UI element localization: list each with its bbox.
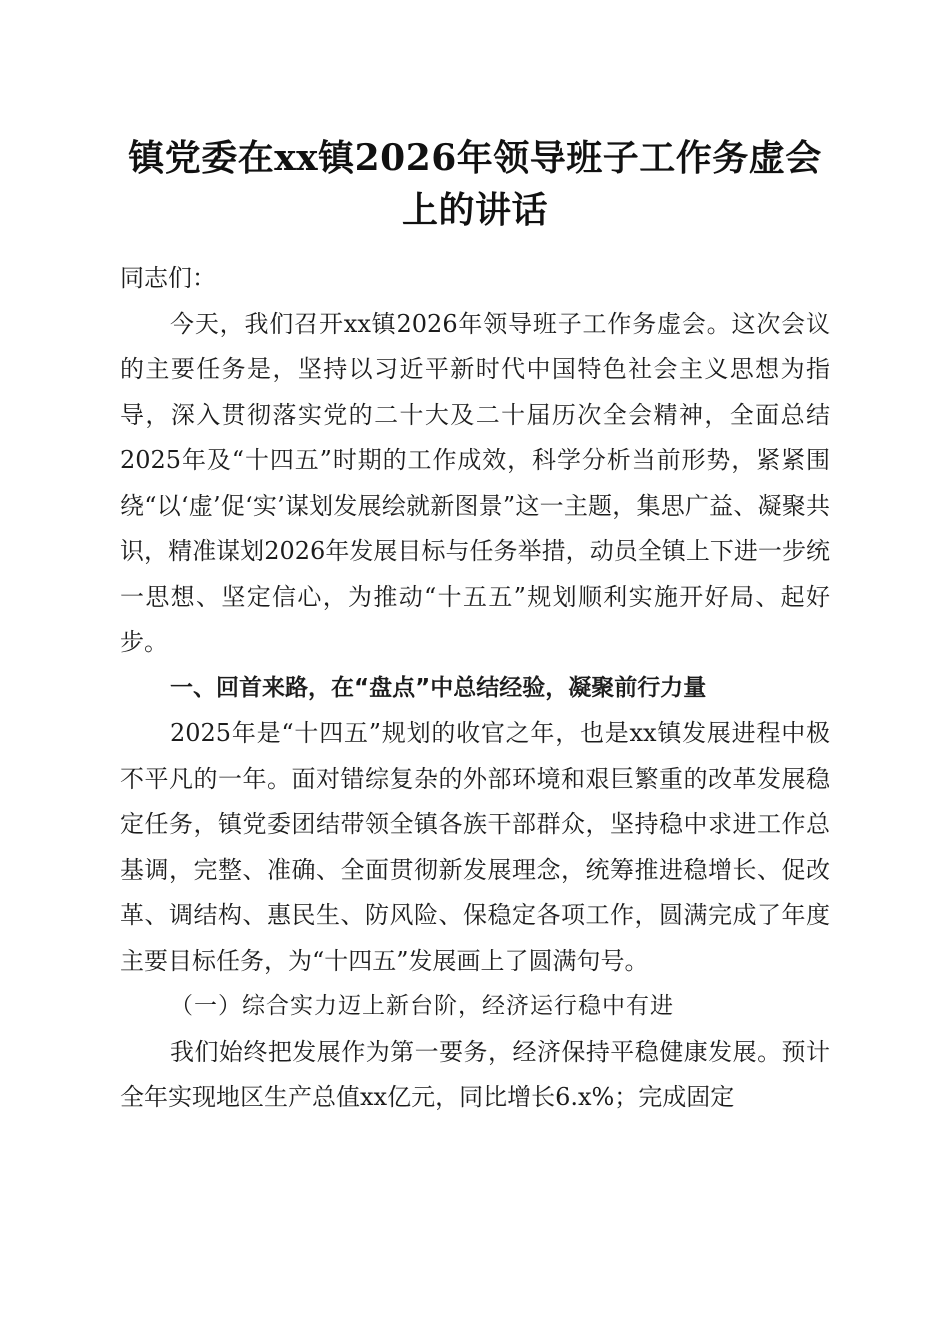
subsection-1-1-paragraph: 我们始终把发展作为第一要务，经济保持平稳健康发展。预计全年实现地区生产总值xx亿元，同比增长6.x%；完成固定 bbox=[120, 1037, 830, 1111]
document-title: 镇党委在xx镇2026年领导班子工作务虚会上的讲话 bbox=[128, 137, 822, 231]
document-body bbox=[120, 256, 830, 1121]
intro-paragraph: 今天，我们召开xx镇2026年领导班子工作务虚会。这次会议的主要任务是，坚持以习近平新时代中国特色社会主义思想为指导，深入贯彻落实党的二十大及二十届历次全会精神，全面总结2025年及“十四五”时期的工作成效，科学分析当前形势，紧紧围绕“以‘虚’促‘实’谋划发展绘就新图景”这一主题，集思广益、凝聚共识，精准谋划2026年发展目标与任务举措，动员全镇上下进一步统一思想、坚定信心，为推动“十五五”规划顺利实施开好局、起好步。 bbox=[120, 309, 830, 656]
section-heading-1: 一、回首来路，在“盘点”中总结经验，凝聚前行力量 bbox=[170, 674, 707, 701]
subsection-heading-1-1: （一）综合实力迈上新台阶，经济运行稳中有进 bbox=[170, 993, 674, 1019]
salutation: 同志们： bbox=[120, 264, 216, 292]
section-1-paragraph: 2025年是“十四五”规划的收官之年，也是xx镇发展进程中极不平凡的一年。面对错综复杂的外部环境和艰巨繁重的改革发展稳定任务，镇党委团结带领全镇各族干部群众，坚持稳中求进工作总基调，完整、准确、全面贯彻新发展理念，统筹推进稳增长、促改革、调结构、惠民生、防风险、保稳定各项工作，圆满完成了年度主要目标任务，为“十四五”发展画上了圆满句号。 bbox=[120, 719, 830, 975]
